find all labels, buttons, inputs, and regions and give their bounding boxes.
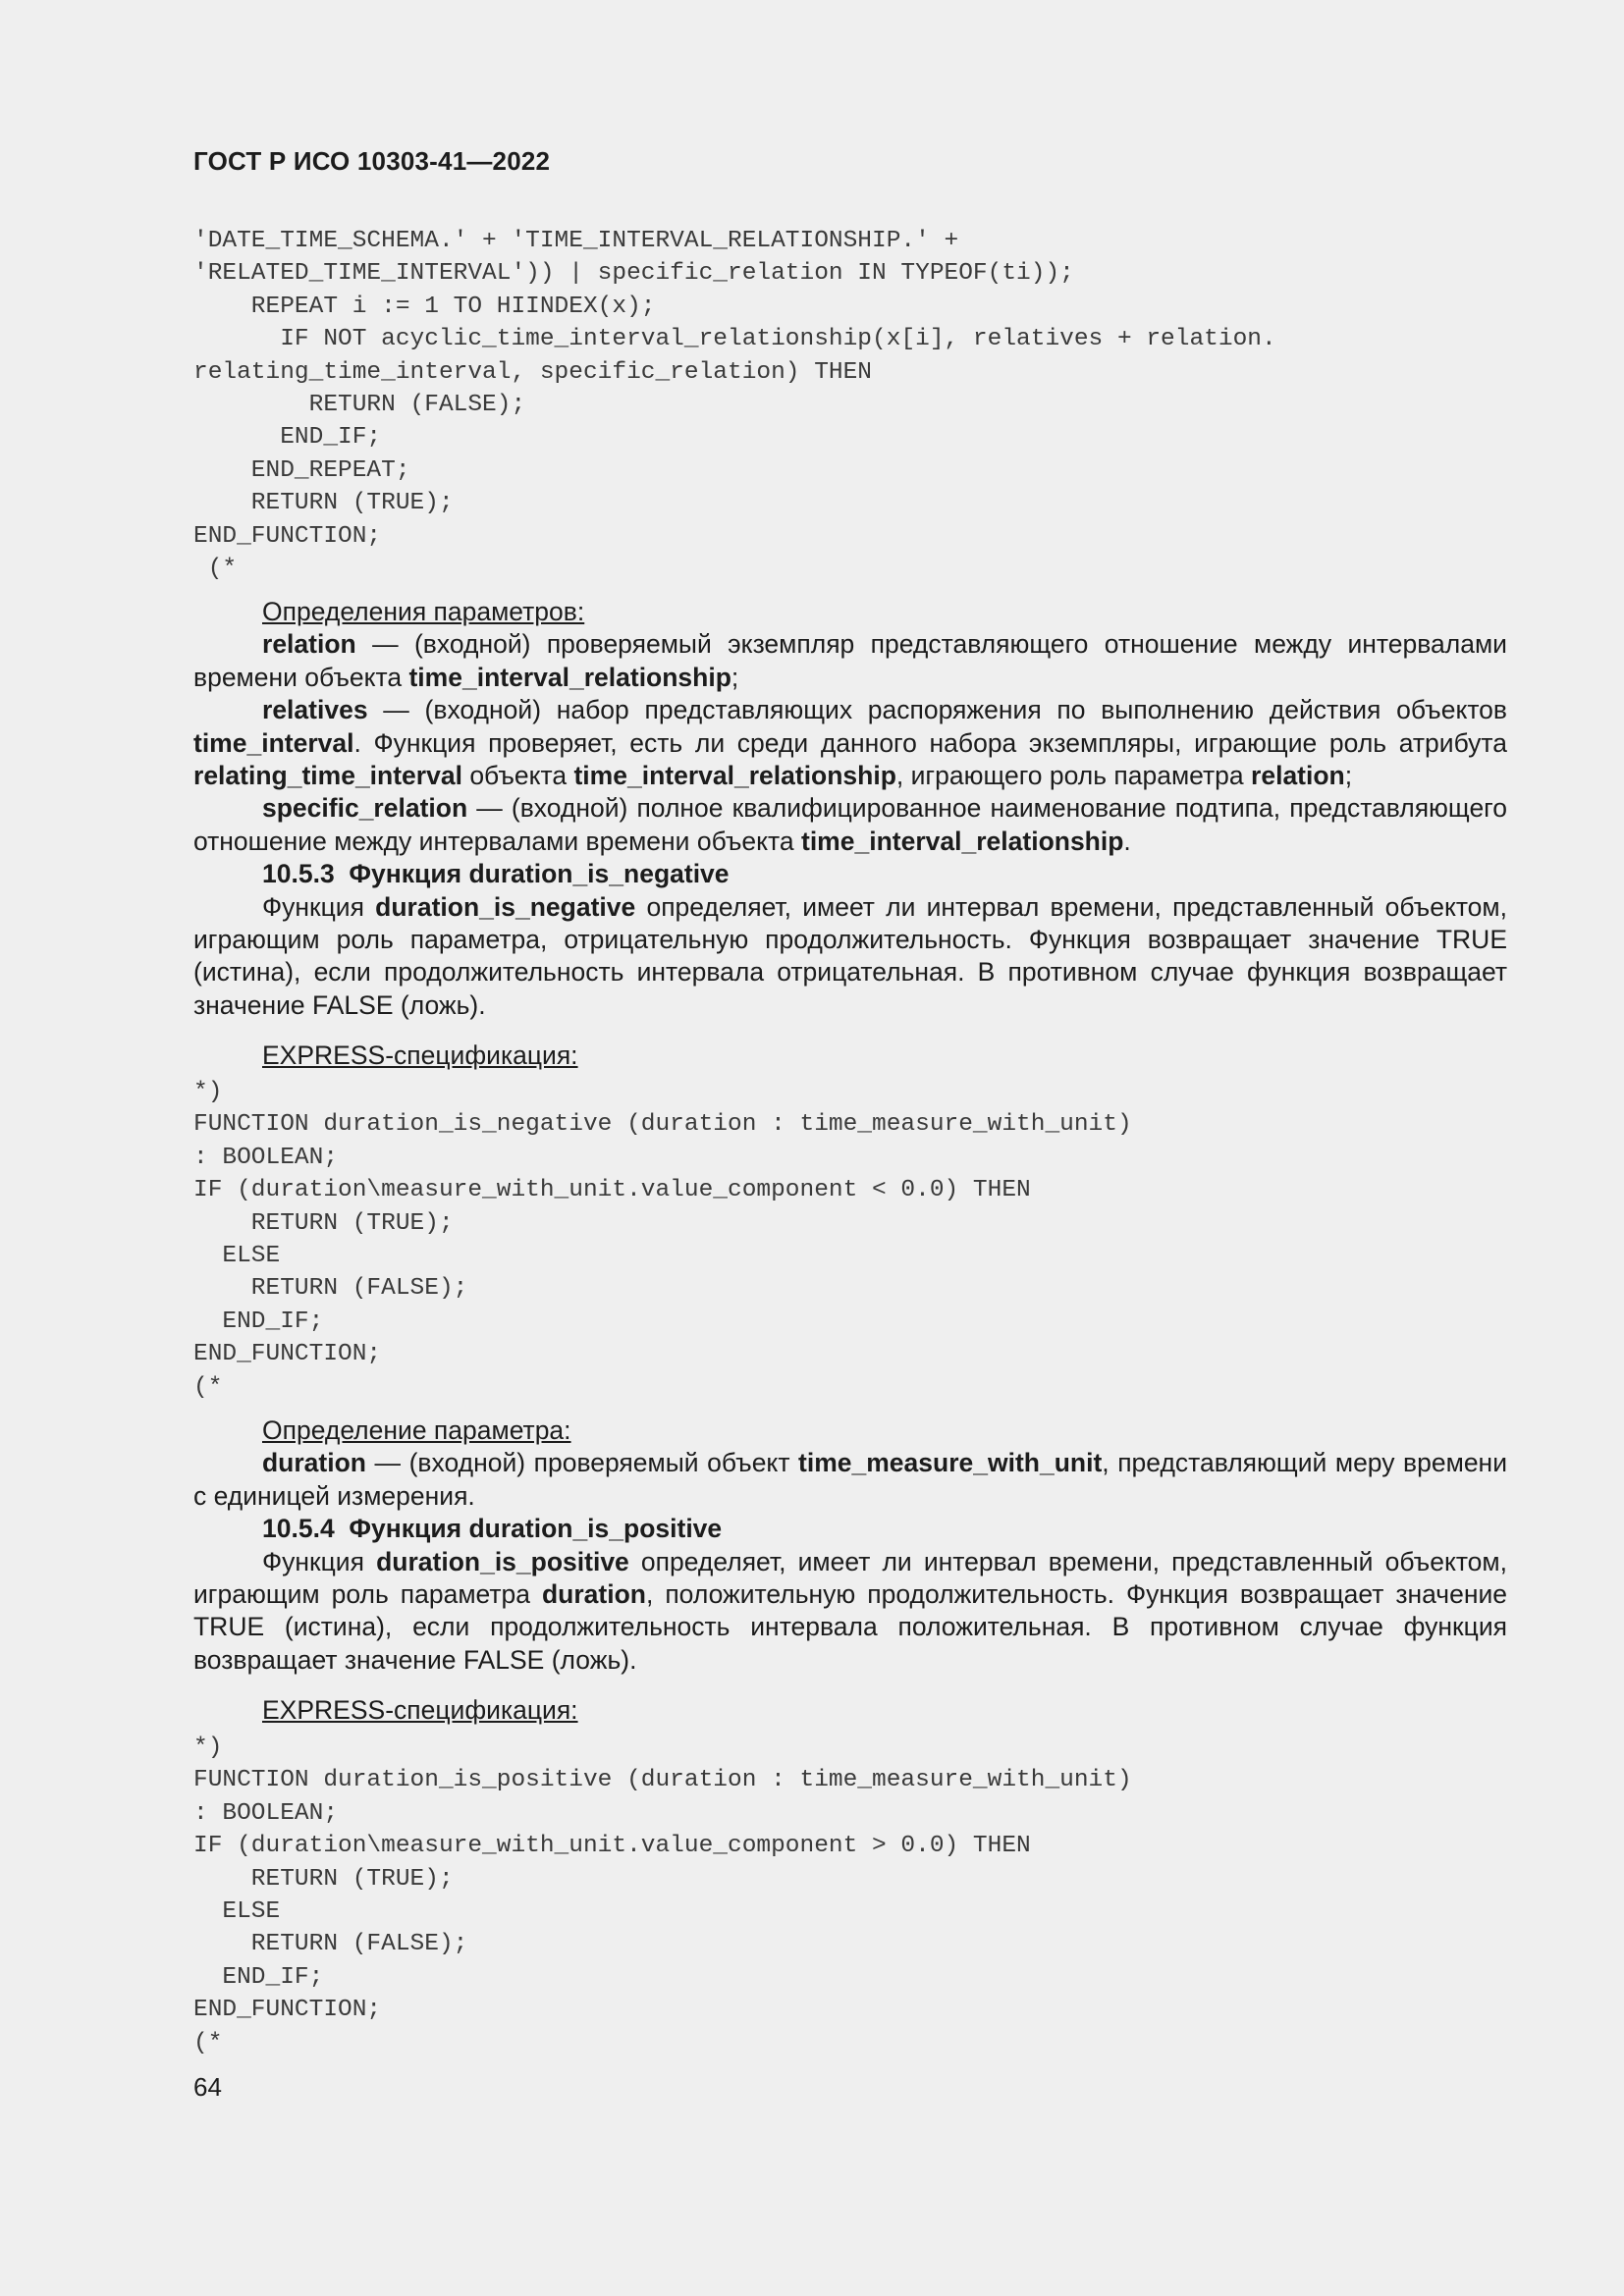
param-relation: relation — (входной) проверяемый экземпляр представляющего отношение между интервалами времени объекта time_interval_relationship; (193, 629, 1507, 692)
param-duration: duration — (входной) проверяемый объект time_measure_with_unit, представляющий меру времени с единицей измерения. (193, 1448, 1507, 1511)
code-block-duration-is-positive: *) FUNCTION duration_is_positive (duration : time_measure_with_unit) : BOOLEAN; IF (duration\measure_with_unit.value_component > 0.0) THEN RETURN (TRUE); ELSE RETURN (FALSE); END_IF; END_FUNCTION; (* (193, 1735, 1132, 2056)
express-spec-heading-positive: EXPRESS-спецификация: (262, 1695, 578, 1726)
param-definition-heading: Определение параметра: (262, 1415, 571, 1445)
parameter-definitions-2 (193, 1415, 1507, 1728)
paragraph-duration-is-negative: Функция duration_is_negative определяет, имеет ли интервал времени, представленный объектом, играющим роль параметра, отрицательную продолжительность. Функция возвращает значение TRUE (истина), если продолжительность интервала отрицательная. В противном случае функция возвращает значение FALSE (ложь). (193, 891, 1507, 1020)
param-specific-relation: specific_relation — (входной) полное квалифицированное наименование подтипа, представляющего отношение между интервалами времени объекта time_interval_relationship. (193, 793, 1507, 856)
page-number: 64 (193, 2072, 222, 2102)
paragraph-duration-is-positive: Функция duration_is_positive определяет, имеет ли интервал времени, представленный объектом, играющим роль параметра duration, положительную продолжительность. Функция возвращает значение TRUE (истина), если продолжительность интервала положительная. В противном случае функция возвращает значение FALSE (ложь). (193, 1546, 1507, 1675)
code-block-duration-is-negative: *) FUNCTION duration_is_negative (duration : time_measure_with_unit) : BOOLEAN; IF (duration\measure_with_unit.value_component < 0.0) THEN RETURN (TRUE); ELSE RETURN (FALSE); END_IF; END_FUNCTION; (* (193, 1079, 1132, 1401)
section-heading-10-5-4: 10.5.4 Функция duration_is_positive (262, 1514, 723, 1544)
page-header: ГОСТ Р ИСО 10303-41—2022 (193, 146, 551, 176)
param-definitions-heading: Определения параметров: (262, 597, 585, 626)
express-spec-heading-negative: EXPRESS-спецификация: (262, 1041, 578, 1071)
section-heading-10-5-3: 10.5.3 Функция duration_is_negative (262, 859, 730, 889)
param-relatives: relatives — (входной) набор представляющих распоряжения по выполнению действия объектов time_interval. Функция проверяет, есть ли среди данного набора экземпляры, играющие роль атрибута relating_time_interval объекта time_interval_relationship, играющего роль параметра relation; (193, 695, 1507, 791)
code-block-acyclic-end: 'DATE_TIME_SCHEMA.' + 'TIME_INTERVAL_RELATIONSHIP.' + 'RELATED_TIME_INTERVAL')) | specific_relation IN TYPEOF(ti)); REPEAT i := 1 TO HIINDEX(x); IF NOT acyclic_time_interval_relationship(x[i], relatives + relation. relating_time_interval, specific_relation) THEN RETURN (FALSE); END_IF; END_REPEAT; RETURN (TRUE); END_FUNCTION; (* (193, 228, 1276, 583)
parameter-definitions-1 (193, 596, 1507, 1073)
